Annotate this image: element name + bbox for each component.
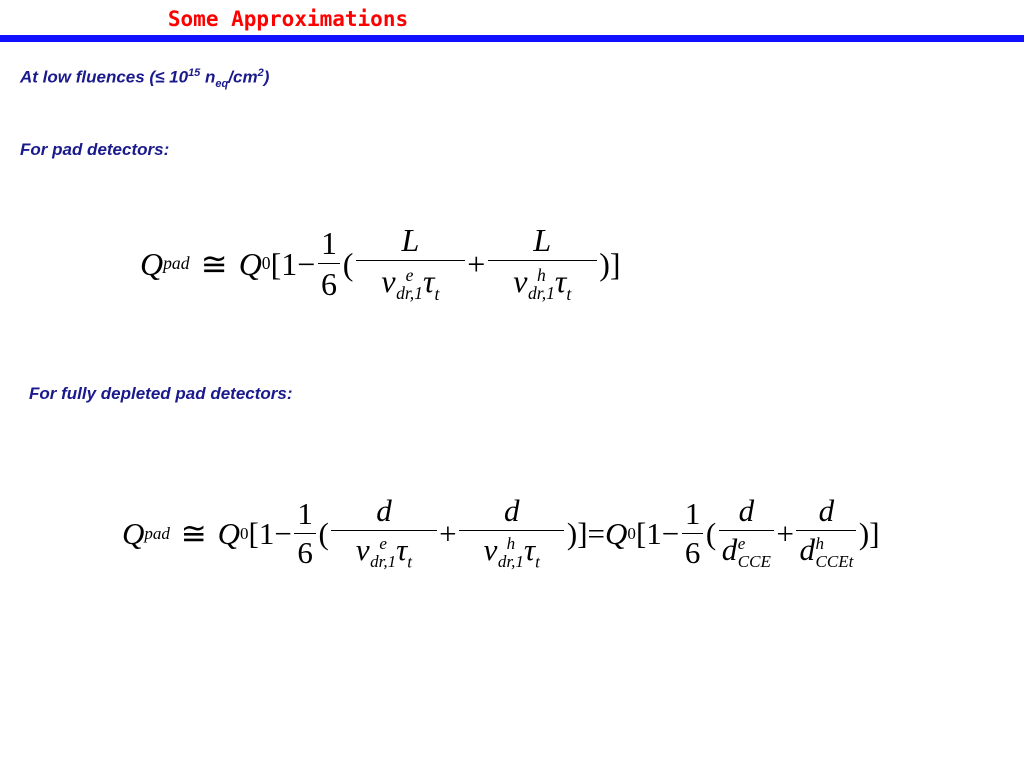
eq2-electron-term-a [331, 495, 436, 571]
eq2-minus-b: − [661, 515, 680, 551]
eq1-v-h: v [513, 262, 528, 299]
fluence-unit-exponent: 2 [257, 67, 264, 79]
eq2-cce-h-superscript: h [815, 534, 825, 554]
eq2-tau-h: τ [523, 532, 536, 568]
eq1-pad-subscript: pad [163, 252, 190, 273]
eq2-approx: ≅ [180, 515, 207, 551]
neq-subscript: eq [215, 78, 229, 91]
eq2-Q0-b: Q [605, 515, 628, 551]
eq2-Q0-a: Q [217, 515, 240, 551]
eq2-one-a: 1 [297, 495, 313, 531]
eq2-t-e: t [407, 553, 412, 573]
eq2-one-b: 1 [684, 495, 701, 531]
eq2-v-e: v [355, 532, 370, 568]
eq2-close-b: )] [858, 515, 880, 551]
eq2-open-bracket-b: [1 [635, 515, 662, 551]
low-fluence-suffix: ) [263, 67, 270, 87]
eq2-zero-a: 0 [240, 523, 249, 543]
eq2-zero-b: 0 [627, 523, 636, 543]
eq2-Q: Q [122, 515, 145, 551]
eq2-e-superscript: e [379, 534, 387, 554]
eq1-v-e: v [381, 262, 396, 299]
eq2-open-paren-a: ( [318, 515, 329, 551]
eq2-close-a: )] [566, 515, 588, 551]
eq1-dr1-h: dr,1 [528, 283, 555, 304]
eq2-d-cce-h-num: d [818, 493, 835, 528]
eq1-six: 6 [318, 263, 340, 300]
eq2-cce-e-subscript: CCE [737, 552, 771, 572]
eq1-open-paren: ( [342, 245, 354, 282]
low-fluence-heading [20, 67, 269, 90]
eq2-open-bracket-a: [1 [248, 515, 275, 551]
eq1-minus: − [297, 245, 316, 282]
eq2-one-sixth-a [294, 495, 316, 571]
eq1-electron-term [356, 224, 465, 303]
less-equal-symbol: ≤ [155, 67, 165, 87]
eq1-t-h: t [566, 283, 572, 304]
eq2-six-a: 6 [294, 533, 316, 569]
eq1-dr1-e: dr,1 [396, 283, 423, 304]
eq2-d-cce-h: d [799, 532, 815, 568]
eq2-d-cce-e-num: d [738, 493, 755, 528]
eq2-equals: = [587, 515, 606, 551]
eq1-plus: + [467, 245, 486, 282]
eq1-one-sixth [318, 227, 340, 300]
eq2-tau-e: τ [396, 532, 408, 568]
fully-depleted-equation [122, 495, 880, 571]
eq1-Q0: Q [238, 245, 262, 282]
eq2-dr1-h: dr,1 [497, 552, 524, 572]
eq2-plus-a: + [439, 515, 457, 551]
eq2-cce-h-subscript: CCEt [815, 552, 854, 572]
eq2-pad-subscript: pad [144, 523, 170, 543]
eq2-electron-cce-term [719, 495, 774, 571]
pad-charge-equation [140, 224, 621, 303]
eq1-approx: ≅ [200, 245, 228, 282]
fluence-base: 10 [164, 67, 189, 87]
fluence-exponent: 15 [188, 67, 201, 79]
fluence-unit: /cm [228, 67, 258, 87]
eq1-L-e: L [401, 222, 420, 258]
eq1-zero: 0 [261, 252, 271, 273]
eq2-d-h: d [503, 493, 520, 528]
eq2-hole-term-a [459, 495, 564, 571]
eq1-h-superscript: h [537, 264, 546, 285]
eq2-t-h: t [535, 553, 540, 573]
eq1-e-superscript: e [405, 264, 414, 285]
eq2-hole-cce-term [796, 495, 856, 571]
eq1-open-bracket: [1 [270, 245, 298, 282]
eq2-open-paren-b: ( [705, 515, 717, 551]
eq1-L-h: L [533, 222, 552, 258]
eq2-plus-b: + [776, 515, 794, 551]
eq2-cce-e-superscript: e [737, 534, 746, 554]
eq2-six-b: 6 [682, 533, 704, 569]
eq2-d-cce-e: d [721, 532, 738, 568]
eq1-one: 1 [321, 225, 338, 262]
eq2-h-superscript: h [506, 534, 516, 554]
fully-depleted-heading: For fully depleted pad detectors: [29, 384, 293, 403]
eq1-hole-term [488, 224, 597, 303]
neq-symbol: n [200, 67, 216, 87]
low-fluence-prefix: At low fluences ( [20, 67, 156, 87]
eq1-close: )] [599, 245, 621, 282]
eq2-v-h: v [483, 532, 498, 568]
eq2-minus-a: − [274, 515, 292, 551]
pad-detectors-heading: For pad detectors: [20, 140, 170, 159]
eq2-dr1-e: dr,1 [370, 552, 397, 572]
eq2-one-sixth-b [682, 495, 704, 571]
title-underline [0, 35, 1024, 42]
eq1-t-e: t [434, 283, 440, 304]
eq2-d-e: d [376, 493, 392, 528]
eq1-Q: Q [140, 245, 164, 282]
slide-title: Some Approximations [167, 7, 409, 31]
eq1-tau-h: τ [554, 262, 567, 299]
eq1-tau-e: τ [422, 262, 435, 299]
